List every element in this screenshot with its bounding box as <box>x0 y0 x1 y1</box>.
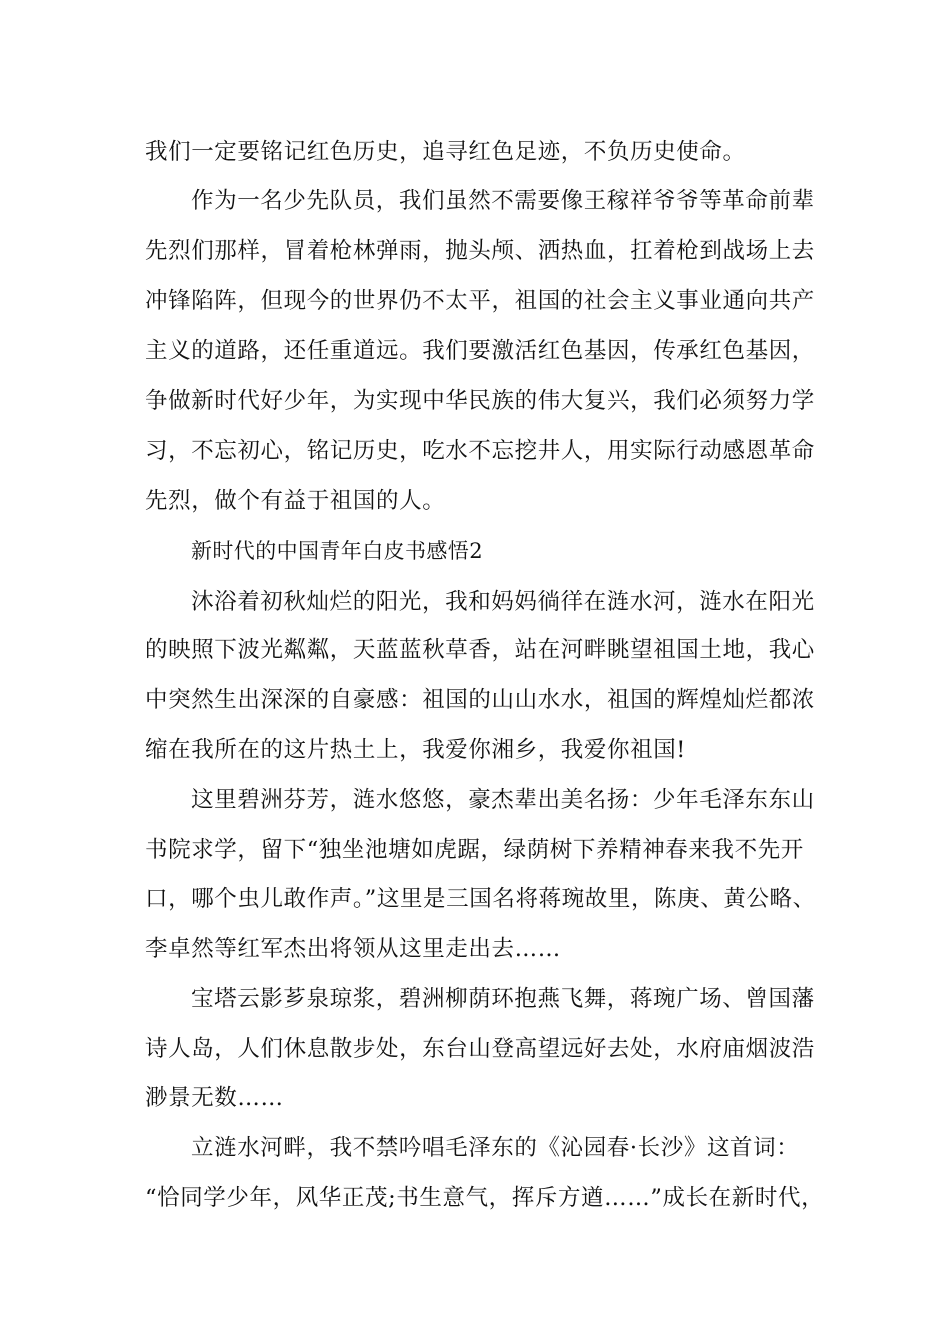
text-line: 争做新时代好少年，为实现中华民族的伟大复兴，我们必须努力学 <box>145 388 815 414</box>
paragraph-start-line: 宝塔云影芗泉琼浆，碧洲柳荫环抱燕飞舞，蒋琬广场、曾国藩 <box>191 986 815 1012</box>
paragraph-start-line: 作为一名少先队员，我们虽然不需要像王稼祥爷爷等革命前辈 <box>191 188 815 214</box>
section-heading: 新时代的中国青年白皮书感悟2 <box>191 539 483 563</box>
text-line: 先烈们那样，冒着枪林弹雨，抛头颅、洒热血，扛着枪到战场上去 <box>145 238 815 264</box>
text-line: 我们一定要铭记红色历史，追寻红色足迹，不负历史使命。 <box>145 139 746 165</box>
text-line: 口，哪个虫儿敢作声。”这里是三国名将蒋琬故里，陈庚、黄公略、 <box>145 886 816 912</box>
paragraph-start-line: 这里碧洲芬芳，涟水悠悠，豪杰辈出美名扬：少年毛泽东东山 <box>191 787 815 813</box>
text-line: 李卓然等红军杰出将领从这里走出去…… <box>145 936 561 962</box>
text-line: 的映照下波光粼粼，天蓝蓝秋草香，站在河畔眺望祖国土地，我心 <box>145 637 815 663</box>
text-line: 渺景无数…… <box>145 1085 284 1111</box>
text-line: 冲锋陷阵，但现今的世界仍不太平，祖国的社会主义事业通向共产 <box>145 288 815 314</box>
paragraph-start-line: 沐浴着初秋灿烂的阳光，我和妈妈徜徉在涟水河，涟水在阳光 <box>191 589 815 615</box>
text-line: 先烈，做个有益于祖国的人。 <box>145 488 446 514</box>
text-line: 书院求学，留下“独坐池塘如虎踞，绿荫树下养精神春来我不先开 <box>145 837 804 863</box>
text-line: “恰同学少年，风华正茂;书生意气，挥斥方遒……”成长在新时代， <box>145 1185 825 1211</box>
text-line: 习，不忘初心，铭记历史，吃水不忘挖井人，用实际行动感恩革命 <box>145 438 815 464</box>
text-line: 中突然生出深深的自豪感：祖国的山山水水，祖国的辉煌灿烂都浓 <box>145 687 815 713</box>
text-line: 缩在我所在的这片热土上，我爱你湘乡，我爱你祖国! <box>145 737 686 763</box>
text-line: 诗人岛，人们休息散步处，东台山登高望远好去处，水府庙烟波浩 <box>145 1036 815 1062</box>
paragraph-start-line: 立涟水河畔，我不禁吟唱毛泽东的《沁园春·长沙》这首词： <box>191 1135 800 1161</box>
text-line: 主义的道路，还任重道远。我们要激活红色基因，传承红色基因， <box>145 338 815 364</box>
